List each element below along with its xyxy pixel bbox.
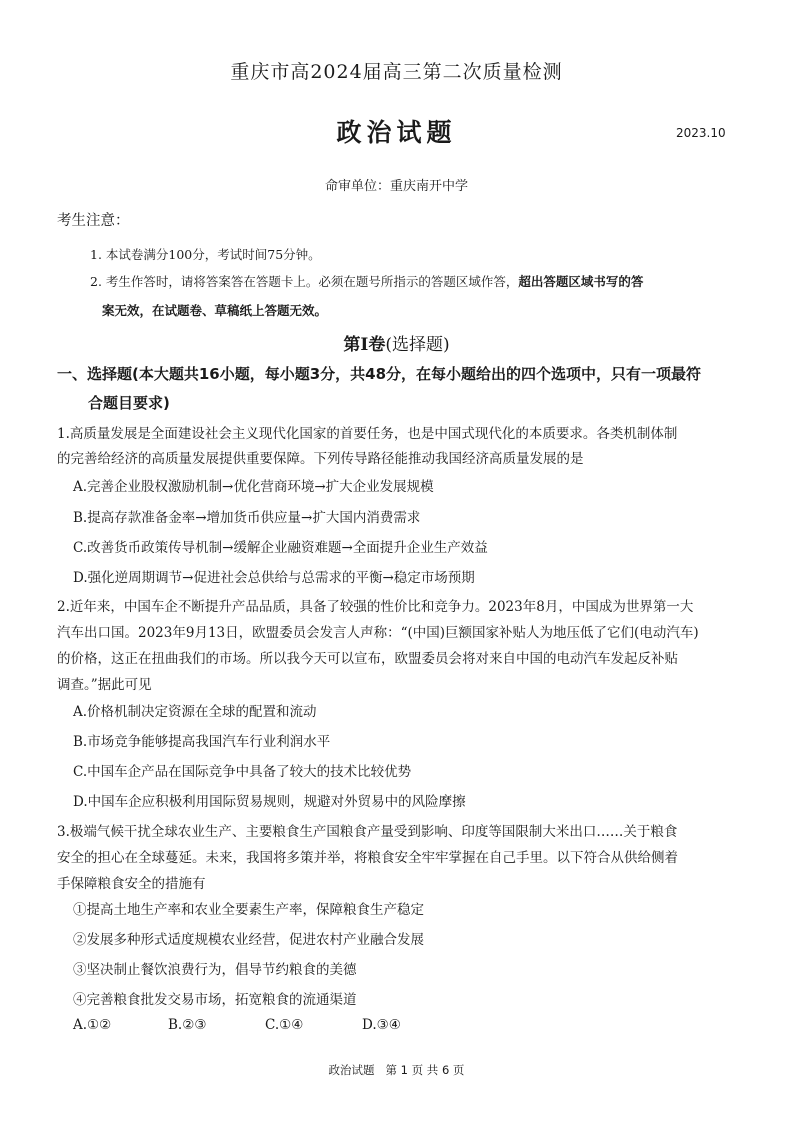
q3-stem-line-3: 手保障粮食安全的措施有 [57, 876, 206, 892]
q3-option-c: C.①④ [265, 1017, 304, 1033]
q2-stem-line-2: 汽车出口国。2023年9月13日，欧盟委员会发言人声称：“(中国)巨额国家补贴人为地压低了它们(电动汽车) [57, 625, 699, 641]
q2-option-b: B.市场竞争能够提高我国汽车行业利润水平 [73, 734, 331, 750]
q1-option-c: C.改善货币政策传导机制→缓解企业融资难题→全面提升企业生产效益 [73, 540, 488, 556]
q1-stem-line-1: 1.高质量发展是全面建设社会主义现代化国家的首要任务，也是中国式现代化的本质要求。各类机制体制 [57, 426, 678, 442]
notice-item-2-cont [102, 301, 327, 319]
exam-date: 2023.10 [676, 126, 726, 140]
q2-option-c: C.中国车企产品在国际竞争中具备了较大的技术比较优势 [73, 764, 412, 780]
subject-title: 政治试题 [336, 118, 457, 147]
volume-main: 第Ⅰ卷 [343, 335, 386, 355]
notice-heading: 考生注意： [57, 213, 130, 229]
notice-item-2 [90, 272, 643, 290]
q2-option-d: D.中国车企应积极利用国际贸易规则，规避对外贸易中的风险摩擦 [73, 794, 466, 810]
q2-stem-line-4: 调查。”据此可见 [57, 677, 152, 693]
exam-title: 重庆市高2024届高三第二次质量检测 [230, 61, 563, 83]
notice-item-2-bold: 超出答题区域书写的答 [518, 274, 644, 289]
section-heading: 一、选择题(本大题共16小题，每小题3分，共48分，在每小题给出的四个选项中，只有一项最符 [57, 365, 702, 383]
page-footer: 政治试题 第 1 页 共 6 页 [328, 1063, 465, 1077]
q2-option-a: A.价格机制决定资源在全球的配置和流动 [73, 704, 317, 720]
q3-statement-3: ③坚决制止餐饮浪费行为，倡导节约粮食的美德 [73, 962, 357, 978]
q1-option-d: D.强化逆周期调节→促进社会总供给与总需求的平衡→稳定市场预期 [73, 570, 475, 586]
volume-sub: (选择题) [385, 335, 450, 355]
q3-statement-2: ②发展多种形式适度规模农业经营，促进农村产业融合发展 [73, 932, 424, 948]
q3-stem-line-2: 安全的担心在全球蔓延。未来，我国将多策并举，将粮食安全牢牢掌握在自己手里。以下符合从供给侧着 [57, 850, 678, 866]
q3-stem-line-1: 3.极端气候干扰全球农业生产、主要粮食生产国粮食产量受到影响、印度等国限制大米出口……关于粮食 [57, 824, 678, 840]
q3-statement-4: ④完善粮食批发交易市场，拓宽粮食的流通渠道 [73, 992, 357, 1008]
volume-title [0, 330, 793, 355]
q2-stem-line-1: 2.近年来，中国车企不断提升产品品质，具备了较强的性价比和竞争力。2023年8月，中国成为世界第一大 [57, 599, 694, 615]
q1-option-b: B.提高存款准备金率→增加货币供应量→扩大国内消费需求 [73, 510, 421, 526]
q3-statement-1: ①提高土地生产率和农业全要素生产率，保障粮食生产稳定 [73, 902, 424, 918]
setter-unit: 命审单位：重庆南开中学 [324, 179, 468, 194]
q3-option-d: D.③④ [362, 1017, 401, 1033]
q1-option-a: A.完善企业股权激励机制→优化营商环境→扩大企业发展规模 [73, 479, 434, 495]
q3-option-b: B.②③ [168, 1017, 207, 1033]
section-heading-cont: 合题目要求) [88, 394, 170, 412]
notice-item-2-text: 2. 考生作答时，请将答案答在答题卡上。必须在题号所指示的答题区域作答， [90, 274, 519, 289]
notice-item-1: 1. 本试卷满分100分，考试时间75分钟。 [90, 247, 321, 262]
q2-stem-line-3: 的价格，这正在扭曲我们的市场。所以我今天可以宣布，欧盟委员会将对来自中国的电动汽车发起反补贴 [57, 651, 678, 667]
q1-stem-line-2: 的完善给经济的高质量发展提供重要保障。下列传导路径能推动我国经济高质量发展的是 [57, 451, 584, 467]
q3-option-a: A.①② [73, 1017, 112, 1033]
notice-item-2-bold-cont: 案无效，在试题卷、草稿纸上答题无效。 [102, 303, 328, 318]
